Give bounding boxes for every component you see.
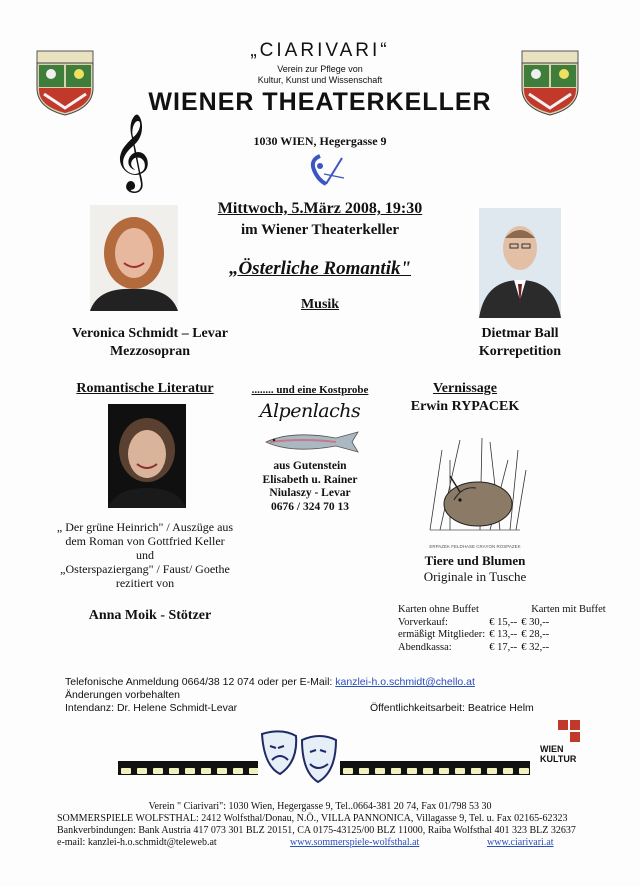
org-subtitle-1: Verein zur Pflege von — [277, 64, 363, 74]
booking-line — [65, 676, 605, 688]
logo-square-icon — [570, 720, 580, 730]
price-row-b: € 30,-- — [521, 616, 550, 628]
fish-icon — [262, 428, 362, 456]
footer-email: e-mail: kanzlei-h.o.schmidt@teleweb.at — [57, 837, 217, 848]
performer-photo-veronica — [90, 205, 178, 311]
intendanz: Intendanz: Dr. Helene Schmidt-Levar — [65, 702, 238, 714]
booking-text: Telefonische Anmeldung 0664/38 12 074 oder per E-Mail: — [65, 676, 333, 688]
price-row-a: € 17,-- — [489, 641, 518, 653]
price-col-1-header: Karten ohne Buffet — [398, 604, 479, 615]
vernissage-heading: Vernissage — [432, 381, 498, 396]
price-row-label: Vorverkauf: — [398, 616, 448, 628]
literature-line-2: dem Roman von Gottfried Keller — [65, 534, 225, 548]
event-location: im Wiener Theaterkeller — [240, 222, 400, 238]
price-row-b: € 28,-- — [521, 629, 550, 640]
pr-contact: Öffentlichkeitsarbeit: Beatrice Helm — [370, 702, 534, 714]
venue-title: WIENER THEATERKELLER — [148, 88, 492, 116]
price-row — [398, 642, 610, 655]
film-strip-right — [340, 761, 530, 775]
tasting-script-text: Alpenlachs — [259, 400, 361, 422]
footer-line-1: Verein " Ciarivari": 1030 Wien, Hegergasse 9, Tel..0664-381 20 74, Fax 01/798 53 30 — [148, 801, 492, 812]
reciter-name: Anna Moik - Stötzer — [88, 608, 212, 623]
vernissage-line-2: Originale in Tusche — [423, 569, 527, 584]
org-name: „CIARIVARI“ — [250, 40, 390, 61]
music-heading: Musik — [300, 297, 340, 312]
price-row-a: € 13,-- — [489, 629, 518, 640]
footer-url-ciarivari[interactable]: www.ciarivari.at — [487, 837, 554, 848]
literature-heading: Romantische Literatur — [76, 381, 214, 396]
reciter-photo — [108, 404, 186, 508]
tasting-heading: ........ und eine Kostprobe — [251, 384, 369, 396]
price-table — [398, 604, 606, 654]
coat-of-arms-icon — [36, 50, 94, 116]
hare-drawing-icon — [420, 430, 530, 540]
logo-line-1: WIEN — [540, 744, 564, 754]
changes-notice: Änderungen vorbehalten — [65, 689, 181, 701]
logo-square-icon — [570, 732, 580, 742]
performer-right-role: Korrepetition — [478, 344, 562, 359]
tasting-line-2: Elisabeth u. Rainer — [262, 473, 358, 486]
vernissage-artist: Erwin RYPACEK — [410, 399, 520, 414]
vernissage-line-1: Tiere und Blumen — [424, 553, 526, 568]
footer-line-2: SOMMERSPIELE WOLFSTHAL: 2412 Wolfsthal/Donau, N.Ö., VILLA PANNONICA, Villagasse 9, Tel. u. Fax 02165-62323 — [57, 813, 568, 824]
performer-left-role: Mezzosopran — [109, 344, 191, 359]
treble-clef-icon: 𝄞 — [112, 113, 152, 190]
violin-logo-icon — [306, 150, 346, 190]
price-row — [398, 629, 610, 642]
price-col-2-header: Karten mit Buffet — [531, 604, 606, 615]
event-title: „Österliche Romantik" — [228, 258, 412, 279]
logo-square-icon — [558, 720, 568, 730]
literature-line-4: „Osterspaziergang" / Faust/ Goethe — [60, 562, 230, 576]
price-row-label: Abendkassa: — [398, 641, 452, 653]
literature-line-1: „ Der grüne Heinrich" / Auszüge aus — [56, 520, 234, 534]
wien-kultur-logo — [540, 720, 586, 772]
address: 1030 WIEN, Hegergasse 9 — [253, 134, 387, 148]
tasting-line-3: Niulaszy - Levar — [269, 487, 351, 499]
price-row — [398, 617, 610, 630]
footer-url-sommerspiele[interactable]: www.sommerspiele-wolfsthal.at — [290, 837, 420, 848]
price-row-b: € 32,-- — [521, 641, 550, 653]
performer-photo-dietmar — [479, 208, 561, 318]
org-subtitle-2: Kultur, Kunst und Wissenschaft — [257, 75, 383, 85]
tasting-details — [240, 460, 380, 514]
booking-email-link[interactable]: kanzlei-h.o.schmidt@chello.at — [335, 676, 475, 688]
literature-description — [30, 520, 260, 590]
price-row-a: € 15,-- — [489, 616, 518, 628]
film-strip-left — [118, 761, 258, 775]
footer-line-3: Bankverbindungen: Bank Austria 417 073 301 BLZ 20151, CA 0175-43125/00 BLZ 11000, Raiba Wolfsthal 401 323 BLZ 32637 — [57, 825, 576, 836]
tasting-phone: 0676 / 324 70 13 — [271, 500, 349, 513]
coat-of-arms-icon — [521, 50, 579, 116]
literature-line-3: und — [136, 548, 154, 562]
performer-left-name: Veronica Schmidt – Levar — [72, 326, 228, 341]
logo-line-2: KULTUR — [540, 754, 577, 764]
performer-right-name: Dietmar Ball — [481, 326, 559, 341]
tasting-line-1: aus Gutenstein — [273, 460, 347, 472]
price-row-label: ermäßigt Mitglieder: — [398, 629, 486, 640]
drawing-caption: ERPAZEK FELDHASE CRAYON ROSPAZEK — [429, 544, 521, 549]
event-date-time: Mittwoch, 5.März 2008, 19:30 — [217, 200, 423, 217]
literature-line-5: rezitiert von — [115, 576, 175, 590]
theatre-masks-icon — [256, 728, 342, 786]
